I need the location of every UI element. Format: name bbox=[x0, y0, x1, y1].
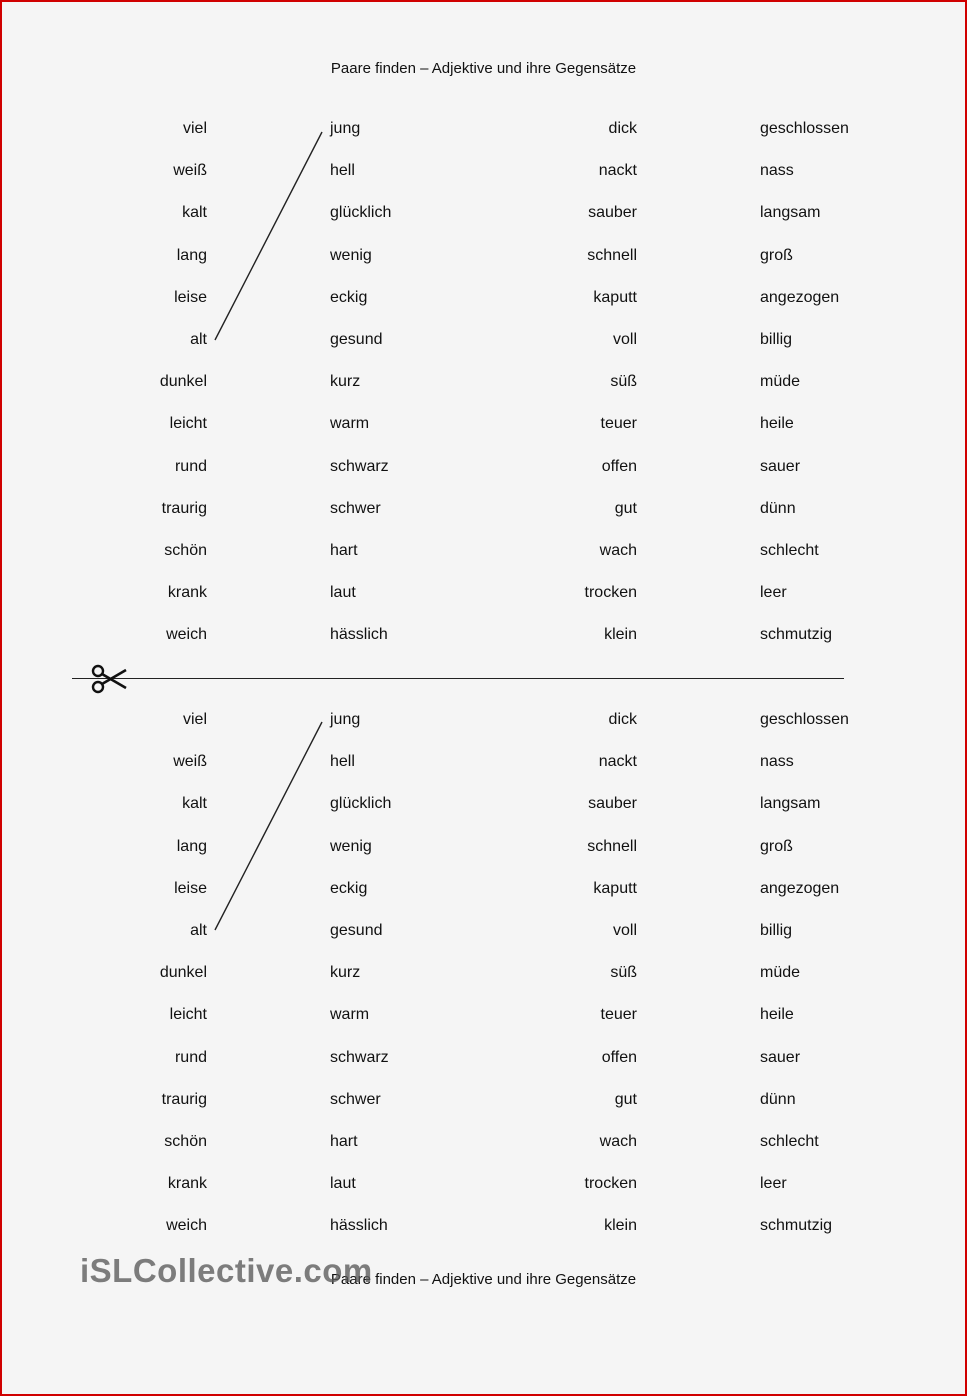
word-col2: wenig bbox=[330, 246, 372, 264]
word-col2: warm bbox=[330, 1006, 370, 1024]
word-col1: rund bbox=[174, 1048, 207, 1066]
word-col4: schlecht bbox=[760, 542, 819, 559]
watermark-logo: iSLCollective.com bbox=[80, 1252, 373, 1289]
word-col4: geschlossen bbox=[760, 711, 849, 728]
word-col1: leise bbox=[174, 288, 207, 306]
word-col3: teuer bbox=[600, 415, 637, 433]
word-col2: hell bbox=[330, 162, 355, 180]
word-col1: traurig bbox=[161, 1090, 207, 1108]
word-col3: süß bbox=[610, 964, 637, 982]
word-col1: weiß bbox=[173, 162, 207, 180]
word-col1: kalt bbox=[182, 204, 207, 222]
word-col4: sauer bbox=[760, 457, 801, 475]
word-col1: traurig bbox=[161, 499, 207, 517]
word-col1: leicht bbox=[169, 1006, 207, 1024]
word-col4: leer bbox=[760, 1175, 787, 1193]
word-col3: kaputt bbox=[593, 288, 637, 306]
word-col4: schmutzig bbox=[760, 626, 833, 644]
word-col1: lang bbox=[176, 246, 207, 264]
word-col4: groß bbox=[760, 837, 793, 855]
word-col1: leise bbox=[174, 879, 207, 897]
example-match-line-bottom bbox=[215, 722, 322, 930]
word-col2: schwer bbox=[330, 499, 381, 517]
word-col4: billig bbox=[760, 331, 793, 348]
word-col3: klein bbox=[604, 626, 637, 644]
word-col4: sauer bbox=[760, 1048, 801, 1066]
word-col3: schnell bbox=[587, 246, 637, 264]
word-col4: schmutzig bbox=[760, 1217, 833, 1235]
word-col1: schön bbox=[164, 1133, 207, 1150]
worksheet-title: Paare finden – Adjektive und ihre Gegensätze bbox=[330, 60, 637, 77]
word-col4: angezogen bbox=[760, 879, 840, 897]
word-col3: klein bbox=[604, 1217, 637, 1235]
word-col2: schwer bbox=[330, 1090, 381, 1108]
word-col4: heile bbox=[760, 1006, 794, 1024]
word-col3: trocken bbox=[584, 584, 637, 602]
footer-title: Paare finden – Adjektive und ihre Gegensätze bbox=[330, 1271, 637, 1288]
word-col2: schwarz bbox=[330, 457, 389, 475]
word-col3: gut bbox=[614, 1090, 637, 1108]
word-col4: nass bbox=[760, 753, 794, 771]
word-col4: leer bbox=[760, 584, 787, 602]
word-col1: schön bbox=[164, 542, 207, 559]
word-col2: warm bbox=[330, 415, 370, 433]
word-col2: schwarz bbox=[330, 1048, 389, 1066]
word-col1: krank bbox=[167, 1175, 207, 1193]
word-col2: laut bbox=[330, 1175, 356, 1193]
word-col2: hell bbox=[330, 753, 355, 771]
word-col3: dick bbox=[608, 711, 637, 728]
word-col1: lang bbox=[176, 837, 207, 855]
word-col2: hart bbox=[330, 542, 358, 559]
word-col1: dunkel bbox=[159, 373, 207, 391]
word-col2: gesund bbox=[330, 331, 383, 348]
word-col4: groß bbox=[760, 246, 793, 264]
word-col2: glücklich bbox=[330, 204, 392, 222]
word-col3: offen bbox=[601, 1048, 637, 1066]
word-col2: kurz bbox=[330, 964, 361, 982]
cut-line bbox=[72, 678, 844, 679]
word-col1: weich bbox=[166, 626, 207, 644]
word-col3: nackt bbox=[598, 162, 637, 180]
word-col2: hässlich bbox=[330, 626, 388, 644]
word-col3: offen bbox=[601, 457, 637, 475]
word-col3: gut bbox=[614, 499, 637, 517]
word-col3: süß bbox=[610, 373, 637, 391]
word-col2: hässlich bbox=[330, 1217, 388, 1235]
word-col1: viel bbox=[182, 711, 207, 728]
word-col4: nass bbox=[760, 162, 794, 180]
word-col1: weiß bbox=[173, 753, 207, 771]
word-col2: glücklich bbox=[330, 795, 392, 813]
word-col3: teuer bbox=[600, 1006, 637, 1024]
word-col2: kurz bbox=[330, 373, 361, 391]
word-col4: billig bbox=[760, 922, 793, 939]
word-col2: jung bbox=[330, 711, 361, 728]
word-col4: schlecht bbox=[760, 1133, 819, 1150]
word-col4: dünn bbox=[760, 1090, 796, 1108]
word-col1: viel bbox=[182, 120, 207, 137]
word-col1: leicht bbox=[169, 415, 207, 433]
word-col4: dünn bbox=[760, 499, 796, 517]
word-col3: kaputt bbox=[593, 879, 637, 897]
word-col4: heile bbox=[760, 415, 794, 433]
word-col2: hart bbox=[330, 1133, 358, 1150]
word-col4: müde bbox=[760, 373, 801, 391]
scissors-icon bbox=[90, 664, 128, 694]
word-col2: laut bbox=[330, 584, 356, 602]
word-col3: dick bbox=[608, 120, 637, 137]
word-col3: trocken bbox=[584, 1175, 637, 1193]
word-col3: nackt bbox=[598, 753, 637, 771]
word-col1: alt bbox=[190, 331, 207, 348]
word-col4: langsam bbox=[760, 795, 821, 813]
word-col2: eckig bbox=[330, 288, 368, 306]
word-col1: krank bbox=[167, 584, 207, 602]
word-col1: kalt bbox=[182, 795, 207, 813]
word-col1: weich bbox=[166, 1217, 207, 1235]
word-col2: eckig bbox=[330, 879, 368, 897]
word-col3: schnell bbox=[587, 837, 637, 855]
example-match-line-top bbox=[215, 132, 322, 340]
word-col3: voll bbox=[612, 331, 637, 348]
word-col4: müde bbox=[760, 964, 801, 982]
word-col2: wenig bbox=[330, 837, 372, 855]
word-col2: gesund bbox=[330, 922, 383, 939]
word-col3: sauber bbox=[588, 204, 637, 222]
word-col4: geschlossen bbox=[760, 120, 849, 137]
word-col3: voll bbox=[612, 922, 637, 939]
word-col3: sauber bbox=[588, 795, 637, 813]
word-col1: alt bbox=[190, 922, 207, 939]
word-col1: rund bbox=[174, 457, 207, 475]
word-col2: jung bbox=[330, 120, 361, 137]
word-col3: wach bbox=[599, 542, 637, 559]
word-col1: dunkel bbox=[159, 964, 207, 982]
word-col4: angezogen bbox=[760, 288, 840, 306]
word-col3: wach bbox=[599, 1133, 637, 1150]
word-col4: langsam bbox=[760, 204, 821, 222]
